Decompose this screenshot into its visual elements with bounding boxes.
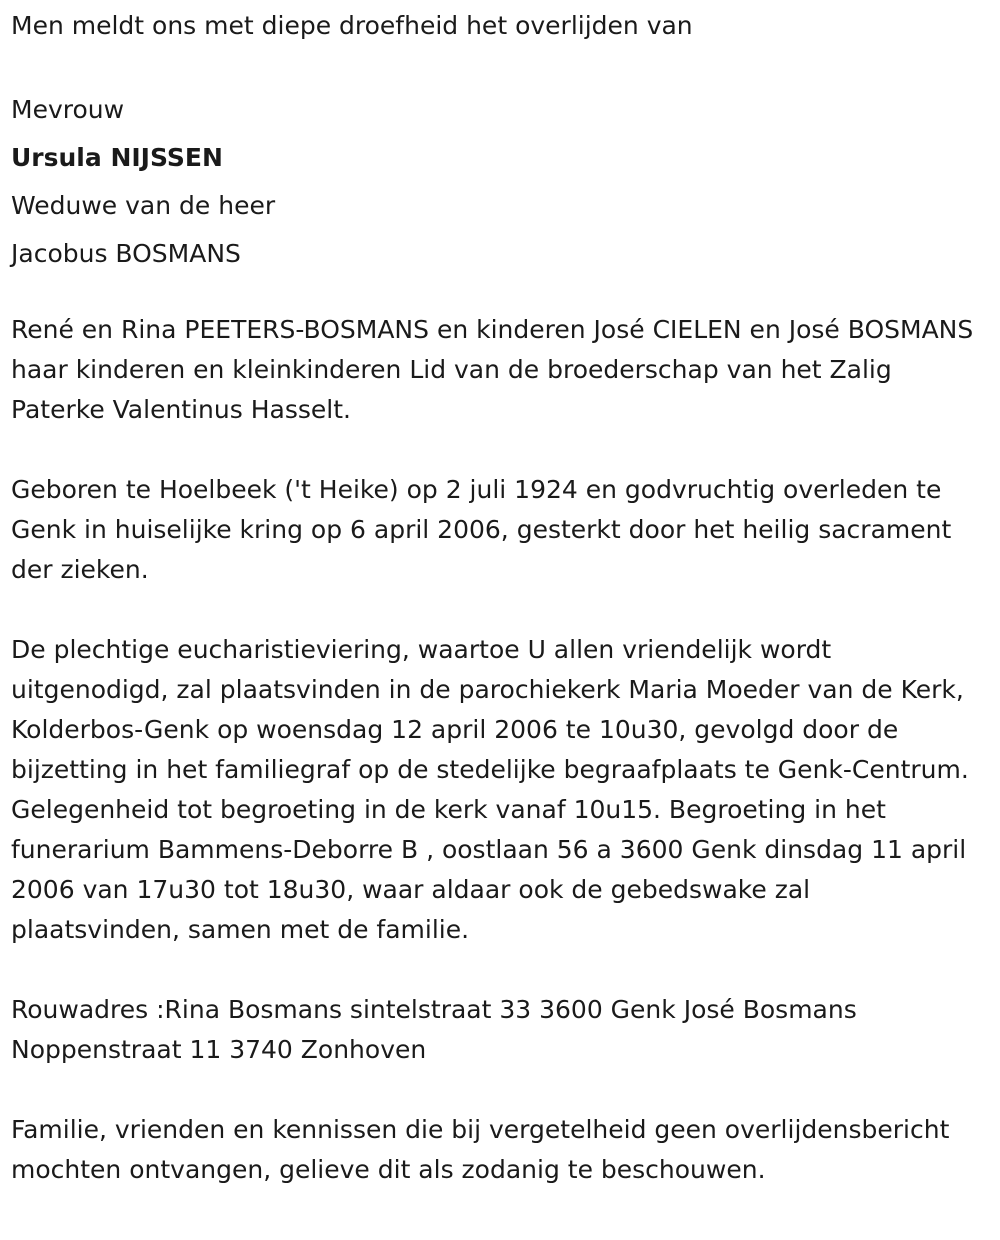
ceremony-paragraph: De plechtige eucharistieviering, waartoe U allen vriendelijk wordt uitgenodigd, zal plaatsvinden in de parochiekerk Maria Moeder van de Kerk, Kolderbos-Genk op woensdag 12 april 2006 te 10u30, gevolgd door de bijzetting in het familiegraf op de stedelijke begraafplaats te Genk-Centrum. Gelegenheid tot begroeting in de kerk vanaf 10u15. Begroeting in het funerarium Bammens-Deborre B , oostlaan 56 a 3600 Genk dinsdag 11 april 2006 van 17u30 tot 18u30, waar aldaar ook de gebedswake zal plaatsvinden, samen met de familie. (11, 635, 969, 944)
deceased-name: Ursula NIJSSEN (11, 143, 223, 172)
family-paragraph: René en Rina PEETERS-BOSMANS en kinderen José CIELEN en José BOSMANS haar kinderen en kleinkinderen Lid van de broederschap van het Zalig Paterke Valentinus Hasselt. (11, 315, 974, 424)
spacer (11, 278, 986, 310)
spouse-name: Jacobus BOSMANS (11, 239, 241, 268)
birth-death-paragraph: Geboren te Hoelbeek ('t Heike) op 2 juli 1924 en godvruchtig overleden te Genk in huiselijke kring op 6 april 2006, gesterkt door het heilig sacrament der zieken. (11, 475, 952, 584)
obituary-document (11, 6, 986, 1190)
deceased-block (11, 86, 986, 278)
mourning-address-paragraph: Rouwadres :Rina Bosmans sintelstraat 33 3600 Genk José Bosmans Noppenstraat 11 3740 Zonhoven (11, 995, 857, 1064)
relation-text: Weduwe van de heer (11, 191, 276, 220)
intro-text: Men meldt ons met diepe droefheid het overlijden van (11, 11, 693, 40)
closing-paragraph: Familie, vrienden en kennissen die bij vergetelheid geen overlijdensbericht mochten ontvangen, gelieve dit als zodanig te beschouwen. (11, 1115, 950, 1184)
spacer (11, 46, 986, 86)
deceased-title: Mevrouw (11, 95, 125, 124)
